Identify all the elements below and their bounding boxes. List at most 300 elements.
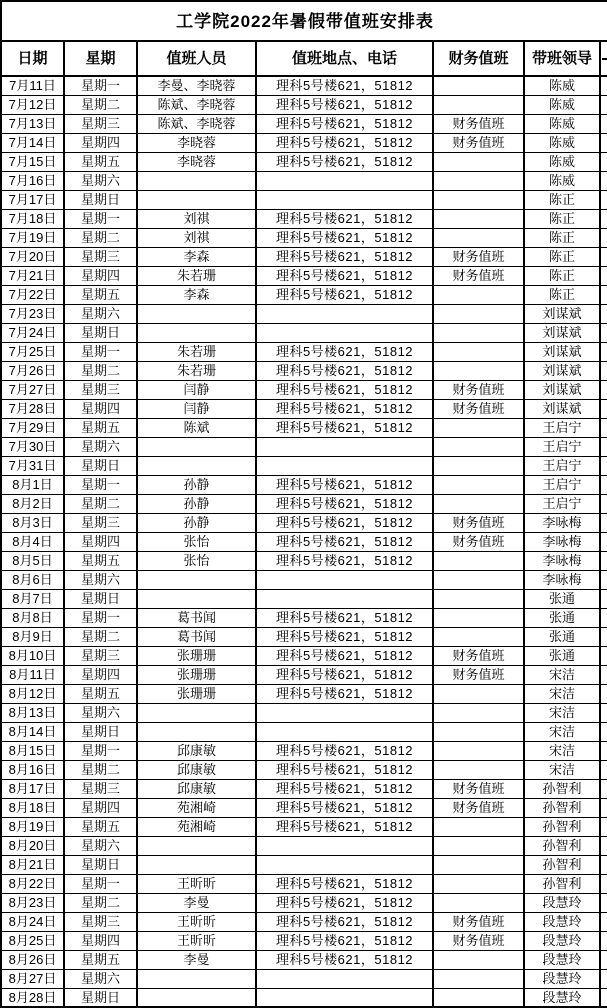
staff-cell: 苑湘崎 (137, 798, 256, 817)
weekday-cell: 星期日 (64, 190, 137, 209)
cropped-cell (600, 380, 607, 399)
weekday-cell: 星期二 (64, 228, 137, 247)
staff-cell: 李晓蓉 (137, 133, 256, 152)
cropped-cell (600, 152, 607, 171)
finance-duty-cell (433, 152, 524, 171)
staff-cell (137, 171, 256, 190)
location-cell (256, 456, 433, 475)
finance-duty-cell (433, 988, 524, 1007)
location-cell: 理科5号楼621，51812 (256, 513, 433, 532)
table-row (1, 399, 607, 418)
table-row (1, 779, 607, 798)
weekday-cell: 星期日 (64, 589, 137, 608)
cropped-cell (600, 684, 607, 703)
leader-cell: 宋洁 (524, 760, 600, 779)
date-cell: 8月23日 (1, 893, 64, 912)
staff-cell: 邱康敏 (137, 779, 256, 798)
table-row (1, 893, 607, 912)
cropped-cell (600, 532, 607, 551)
leader-cell: 段慧玲 (524, 893, 600, 912)
table-row (1, 323, 607, 342)
weekday-cell: 星期三 (64, 380, 137, 399)
table-row (1, 874, 607, 893)
leader-cell: 陈正 (524, 190, 600, 209)
leader-cell: 张通 (524, 608, 600, 627)
cropped-cell (600, 133, 607, 152)
header-date: 日期 (1, 41, 64, 76)
header-finance-duty: 财务值班 (433, 41, 524, 76)
finance-duty-cell: 财务值班 (433, 114, 524, 133)
location-cell (256, 703, 433, 722)
location-cell: 理科5号楼621，51812 (256, 380, 433, 399)
cropped-cell (600, 190, 607, 209)
date-cell: 7月13日 (1, 114, 64, 133)
staff-cell (137, 570, 256, 589)
staff-cell (137, 456, 256, 475)
leader-cell: 宋洁 (524, 684, 600, 703)
finance-duty-cell (433, 304, 524, 323)
location-cell: 理科5号楼621，51812 (256, 627, 433, 646)
date-cell: 8月28日 (1, 988, 64, 1007)
location-cell: 理科5号楼621，51812 (256, 95, 433, 114)
staff-cell: 朱若珊 (137, 342, 256, 361)
finance-duty-cell (433, 190, 524, 209)
page-title: 工学院2022年暑假带值班安排表 (1, 1, 607, 41)
location-cell (256, 589, 433, 608)
staff-cell: 刘祺 (137, 209, 256, 228)
staff-cell: 陈斌、李晓蓉 (137, 114, 256, 133)
weekday-cell: 星期四 (64, 399, 137, 418)
location-cell: 理科5号楼621，51812 (256, 912, 433, 931)
leader-cell: 王启宁 (524, 437, 600, 456)
date-cell: 8月25日 (1, 931, 64, 950)
weekday-cell: 星期五 (64, 285, 137, 304)
staff-cell: 闫静 (137, 399, 256, 418)
header-staff: 值班人员 (137, 41, 256, 76)
date-cell: 8月6日 (1, 570, 64, 589)
table-row (1, 950, 607, 969)
cropped-cell (600, 399, 607, 418)
weekday-cell: 星期五 (64, 684, 137, 703)
finance-duty-cell (433, 570, 524, 589)
date-cell: 7月12日 (1, 95, 64, 114)
leader-cell: 陈正 (524, 209, 600, 228)
finance-duty-cell (433, 209, 524, 228)
weekday-cell: 星期六 (64, 171, 137, 190)
staff-cell: 孙静 (137, 475, 256, 494)
table-row (1, 836, 607, 855)
location-cell: 理科5号楼621，51812 (256, 418, 433, 437)
location-cell: 理科5号楼621，51812 (256, 760, 433, 779)
weekday-cell: 星期六 (64, 969, 137, 988)
leader-cell: 刘谋斌 (524, 323, 600, 342)
staff-cell: 朱若珊 (137, 361, 256, 380)
finance-duty-cell (433, 722, 524, 741)
date-cell: 7月26日 (1, 361, 64, 380)
finance-duty-cell (433, 760, 524, 779)
header-weekday: 星期 (64, 41, 137, 76)
staff-cell: 张怡 (137, 532, 256, 551)
date-cell: 7月17日 (1, 190, 64, 209)
location-cell: 理科5号楼621，51812 (256, 665, 433, 684)
location-cell: 理科5号楼621，51812 (256, 494, 433, 513)
table-row (1, 608, 607, 627)
date-cell: 8月16日 (1, 760, 64, 779)
cropped-cell (600, 912, 607, 931)
location-cell: 理科5号楼621，51812 (256, 133, 433, 152)
table-row (1, 456, 607, 475)
weekday-cell: 星期六 (64, 836, 137, 855)
staff-cell (137, 836, 256, 855)
table-row (1, 76, 607, 95)
leader-cell: 段慧玲 (524, 988, 600, 1007)
date-cell: 8月12日 (1, 684, 64, 703)
date-cell: 7月11日 (1, 76, 64, 95)
location-cell: 理科5号楼621，51812 (256, 874, 433, 893)
weekday-cell: 星期四 (64, 532, 137, 551)
leader-cell: 宋洁 (524, 703, 600, 722)
header-cropped-column (600, 41, 607, 76)
leader-cell: 段慧玲 (524, 950, 600, 969)
date-cell: 7月31日 (1, 456, 64, 475)
weekday-cell: 星期四 (64, 133, 137, 152)
finance-duty-cell: 财务值班 (433, 912, 524, 931)
leader-cell: 陈威 (524, 171, 600, 190)
finance-duty-cell (433, 551, 524, 570)
weekday-cell: 星期四 (64, 266, 137, 285)
leader-cell: 宋洁 (524, 722, 600, 741)
staff-cell: 李森 (137, 285, 256, 304)
leader-cell: 段慧玲 (524, 969, 600, 988)
table-row (1, 171, 607, 190)
table-row (1, 551, 607, 570)
staff-cell: 张怡 (137, 551, 256, 570)
staff-cell: 葛书闻 (137, 627, 256, 646)
finance-duty-cell: 财务值班 (433, 646, 524, 665)
staff-cell: 张珊珊 (137, 646, 256, 665)
location-cell: 理科5号楼621，51812 (256, 209, 433, 228)
cropped-cell (600, 228, 607, 247)
weekday-cell: 星期四 (64, 798, 137, 817)
staff-cell: 张珊珊 (137, 684, 256, 703)
table-row (1, 380, 607, 399)
cropped-cell (600, 760, 607, 779)
leader-cell: 陈威 (524, 152, 600, 171)
location-cell: 理科5号楼621，51812 (256, 646, 433, 665)
staff-cell: 邱康敏 (137, 741, 256, 760)
finance-duty-cell: 财务值班 (433, 532, 524, 551)
finance-duty-cell (433, 361, 524, 380)
cropped-cell (600, 494, 607, 513)
date-cell: 8月7日 (1, 589, 64, 608)
location-cell (256, 323, 433, 342)
weekday-cell: 星期六 (64, 304, 137, 323)
location-cell: 理科5号楼621，51812 (256, 931, 433, 950)
staff-cell: 陈斌 (137, 418, 256, 437)
finance-duty-cell (433, 874, 524, 893)
finance-duty-cell: 财务值班 (433, 380, 524, 399)
table-row (1, 665, 607, 684)
location-cell (256, 190, 433, 209)
staff-cell: 李曼、李晓蓉 (137, 76, 256, 95)
finance-duty-cell: 财务值班 (433, 931, 524, 950)
weekday-cell: 星期一 (64, 741, 137, 760)
date-cell: 8月14日 (1, 722, 64, 741)
table-row (1, 684, 607, 703)
cropped-cell (600, 722, 607, 741)
location-cell: 理科5号楼621，51812 (256, 152, 433, 171)
table-row (1, 912, 607, 931)
staff-cell (137, 988, 256, 1007)
date-cell: 7月20日 (1, 247, 64, 266)
date-cell: 7月29日 (1, 418, 64, 437)
cropped-cell (600, 456, 607, 475)
leader-cell: 陈威 (524, 114, 600, 133)
date-cell: 8月19日 (1, 817, 64, 836)
cropped-cell (600, 342, 607, 361)
location-cell: 理科5号楼621，51812 (256, 361, 433, 380)
weekday-cell: 星期五 (64, 817, 137, 836)
leader-cell: 刘谋斌 (524, 342, 600, 361)
cropped-cell (600, 76, 607, 95)
leader-cell: 孙智利 (524, 874, 600, 893)
weekday-cell: 星期三 (64, 513, 137, 532)
leader-cell: 李咏梅 (524, 570, 600, 589)
date-cell: 7月23日 (1, 304, 64, 323)
staff-cell: 王昕昕 (137, 912, 256, 931)
finance-duty-cell (433, 418, 524, 437)
finance-duty-cell: 财务值班 (433, 798, 524, 817)
finance-duty-cell: 财务值班 (433, 399, 524, 418)
date-cell: 8月27日 (1, 969, 64, 988)
finance-duty-cell (433, 608, 524, 627)
table-row (1, 646, 607, 665)
cropped-cell (600, 95, 607, 114)
leader-cell: 陈正 (524, 285, 600, 304)
finance-duty-cell (433, 684, 524, 703)
weekday-cell: 星期日 (64, 855, 137, 874)
leader-cell: 宋洁 (524, 741, 600, 760)
cropped-cell (600, 779, 607, 798)
weekday-cell: 星期二 (64, 893, 137, 912)
table-row (1, 627, 607, 646)
cropped-cell (600, 874, 607, 893)
staff-cell (137, 190, 256, 209)
finance-duty-cell: 财务值班 (433, 133, 524, 152)
staff-cell: 刘祺 (137, 228, 256, 247)
table-row (1, 247, 607, 266)
leader-cell: 陈威 (524, 133, 600, 152)
location-cell: 理科5号楼621，51812 (256, 114, 433, 133)
staff-cell: 葛书闻 (137, 608, 256, 627)
date-cell: 7月14日 (1, 133, 64, 152)
location-cell (256, 969, 433, 988)
location-cell (256, 437, 433, 456)
finance-duty-cell (433, 285, 524, 304)
leader-cell: 陈威 (524, 76, 600, 95)
finance-duty-cell (433, 456, 524, 475)
weekday-cell: 星期三 (64, 646, 137, 665)
staff-cell: 李晓蓉 (137, 152, 256, 171)
location-cell: 理科5号楼621，51812 (256, 950, 433, 969)
leader-cell: 陈正 (524, 266, 600, 285)
finance-duty-cell (433, 855, 524, 874)
cropped-header-fragment (602, 58, 607, 60)
date-cell: 8月15日 (1, 741, 64, 760)
finance-duty-cell: 财务值班 (433, 266, 524, 285)
cropped-cell (600, 304, 607, 323)
location-cell: 理科5号楼621，51812 (256, 798, 433, 817)
finance-duty-cell: 财务值班 (433, 513, 524, 532)
weekday-cell: 星期日 (64, 456, 137, 475)
header-row (1, 41, 607, 76)
table-row (1, 190, 607, 209)
table-row (1, 513, 607, 532)
date-cell: 8月4日 (1, 532, 64, 551)
table-row (1, 798, 607, 817)
finance-duty-cell (433, 437, 524, 456)
finance-duty-cell (433, 171, 524, 190)
date-cell: 8月2日 (1, 494, 64, 513)
location-cell: 理科5号楼621，51812 (256, 817, 433, 836)
leader-cell: 刘谋斌 (524, 361, 600, 380)
weekday-cell: 星期一 (64, 76, 137, 95)
table-row (1, 589, 607, 608)
leader-cell: 王启宁 (524, 456, 600, 475)
location-cell (256, 836, 433, 855)
finance-duty-cell (433, 627, 524, 646)
cropped-cell (600, 855, 607, 874)
table-row (1, 133, 607, 152)
table-row (1, 228, 607, 247)
finance-duty-cell (433, 969, 524, 988)
table-row (1, 931, 607, 950)
weekday-cell: 星期日 (64, 323, 137, 342)
leader-cell: 孙智利 (524, 836, 600, 855)
title-row (1, 1, 607, 41)
cropped-cell (600, 665, 607, 684)
finance-duty-cell (433, 76, 524, 95)
date-cell: 8月9日 (1, 627, 64, 646)
staff-cell: 王昕昕 (137, 931, 256, 950)
cropped-cell (600, 570, 607, 589)
table-row (1, 209, 607, 228)
weekday-cell: 星期一 (64, 209, 137, 228)
cropped-cell (600, 247, 607, 266)
staff-cell (137, 437, 256, 456)
date-cell: 8月17日 (1, 779, 64, 798)
leader-cell: 陈正 (524, 247, 600, 266)
table-row (1, 361, 607, 380)
location-cell: 理科5号楼621，51812 (256, 247, 433, 266)
date-cell: 8月3日 (1, 513, 64, 532)
location-cell: 理科5号楼621，51812 (256, 399, 433, 418)
cropped-cell (600, 950, 607, 969)
date-cell: 7月19日 (1, 228, 64, 247)
weekday-cell: 星期三 (64, 247, 137, 266)
finance-duty-cell (433, 893, 524, 912)
cropped-cell (600, 836, 607, 855)
date-cell: 8月24日 (1, 912, 64, 931)
leader-cell: 孙智利 (524, 817, 600, 836)
weekday-cell: 星期二 (64, 627, 137, 646)
leader-cell: 王启宁 (524, 418, 600, 437)
location-cell: 理科5号楼621，51812 (256, 342, 433, 361)
finance-duty-cell (433, 228, 524, 247)
location-cell (256, 304, 433, 323)
staff-cell: 孙静 (137, 494, 256, 513)
weekday-cell: 星期三 (64, 114, 137, 133)
weekday-cell: 星期五 (64, 418, 137, 437)
cropped-cell (600, 741, 607, 760)
location-cell: 理科5号楼621，51812 (256, 76, 433, 95)
table-row (1, 532, 607, 551)
location-cell (256, 855, 433, 874)
cropped-cell (600, 627, 607, 646)
weekday-cell: 星期二 (64, 494, 137, 513)
weekday-cell: 星期一 (64, 874, 137, 893)
table-row (1, 855, 607, 874)
date-cell: 7月18日 (1, 209, 64, 228)
leader-cell: 陈威 (524, 95, 600, 114)
weekday-cell: 星期五 (64, 950, 137, 969)
cropped-cell (600, 171, 607, 190)
table-row (1, 152, 607, 171)
weekday-cell: 星期一 (64, 475, 137, 494)
finance-duty-cell (433, 323, 524, 342)
cropped-cell (600, 437, 607, 456)
cropped-cell (600, 589, 607, 608)
weekday-cell: 星期日 (64, 988, 137, 1007)
date-cell: 8月13日 (1, 703, 64, 722)
finance-duty-cell: 财务值班 (433, 779, 524, 798)
table-row (1, 475, 607, 494)
finance-duty-cell (433, 589, 524, 608)
weekday-cell: 星期二 (64, 361, 137, 380)
weekday-cell: 星期五 (64, 152, 137, 171)
leader-cell: 孙智利 (524, 779, 600, 798)
leader-cell: 段慧玲 (524, 931, 600, 950)
leader-cell: 刘谋斌 (524, 304, 600, 323)
weekday-cell: 星期三 (64, 779, 137, 798)
leader-cell: 孙智利 (524, 855, 600, 874)
date-cell: 8月8日 (1, 608, 64, 627)
date-cell: 7月28日 (1, 399, 64, 418)
location-cell: 理科5号楼621，51812 (256, 551, 433, 570)
table-row (1, 741, 607, 760)
table-row (1, 95, 607, 114)
cropped-cell (600, 551, 607, 570)
header-location-phone: 值班地点、电话 (256, 41, 433, 76)
location-cell (256, 988, 433, 1007)
cropped-cell (600, 608, 607, 627)
date-cell: 7月24日 (1, 323, 64, 342)
cropped-cell (600, 114, 607, 133)
location-cell: 理科5号楼621，51812 (256, 285, 433, 304)
leader-cell: 刘谋斌 (524, 380, 600, 399)
leader-cell: 李咏梅 (524, 513, 600, 532)
cropped-cell (600, 817, 607, 836)
location-cell: 理科5号楼621，51812 (256, 532, 433, 551)
staff-cell: 李森 (137, 247, 256, 266)
leader-cell: 王启宁 (524, 475, 600, 494)
table-row (1, 304, 607, 323)
cropped-cell (600, 798, 607, 817)
staff-cell: 苑湘崎 (137, 817, 256, 836)
weekday-cell: 星期二 (64, 95, 137, 114)
location-cell: 理科5号楼621，51812 (256, 475, 433, 494)
header-leader: 带班领导 (524, 41, 600, 76)
